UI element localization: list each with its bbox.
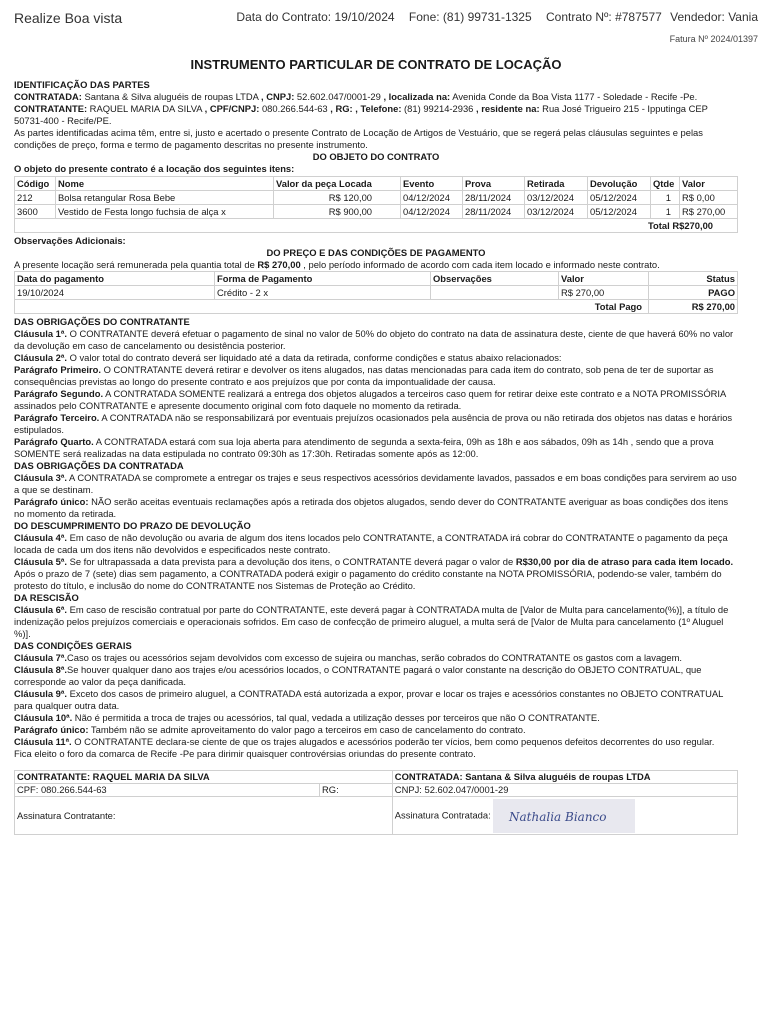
header-info xyxy=(225,11,758,23)
cell xyxy=(431,286,559,300)
items-table-header xyxy=(15,177,738,191)
clause-text: Após o prazo de 7 (sete) dias sem pagamento, a CONTRATADA poderá exigir o pagamento do crédito constante na NOTA PROMISSÓRIA, podendo-se valer, também do protesto do título, e inclusão do nome do CONTRATANTE nos Sistemas de Proteção ao Crédito. xyxy=(14,568,722,591)
section-heading-object: DO OBJETO DO CONTRATO xyxy=(312,151,440,162)
value: 080.266.544-63 xyxy=(259,103,331,114)
paragraph-unico-1 xyxy=(14,496,738,520)
contract-date: Data do Contrato: 19/10/2024 xyxy=(236,10,395,24)
clause-text: Não é permitida a troca de trajes ou acessórios, tal qual, vedada a utilização desses por terceiros que não O CONTRATANTE. xyxy=(72,712,600,723)
signature-image xyxy=(493,799,635,833)
clause-text: Se for ultrapassada a data prevista para a devolução dos itens, o CONTRATANTE deverá pagar o valor de xyxy=(66,556,516,567)
column-header: Valor xyxy=(559,272,649,286)
clause-label: Cláusula 8ª. xyxy=(14,664,67,675)
clause-text: A CONTRATADA não se responsabilizará por eventuais prejuízos ocasionados pela ausência de prova ou não retirada dos objetos nas datas e horários estipulados. xyxy=(14,412,733,435)
text: A presente locação será remunerada pela quantia total de xyxy=(14,259,258,270)
text: , pelo período informado de acordo com cada item locado e informado neste contrato. xyxy=(300,259,660,270)
column-header: Status xyxy=(649,272,738,286)
amount: R$ 270,00 xyxy=(257,259,301,270)
value: Avenida Conde da Boa Vista 1177 - Soledade - Recife -Pe. xyxy=(450,91,698,102)
total-paid-label: Total Pago xyxy=(559,300,649,314)
cell: Vestido de Festa longo fuchsia de alça x xyxy=(56,205,274,219)
column-header: Valor xyxy=(680,177,738,191)
section-heading: DA RESCISÃO xyxy=(14,592,79,603)
cell: 05/12/2024 xyxy=(588,205,651,219)
clause-text: A CONTRATADA SOMENTE realizará a entrega dos objetos alugados a terceiros caso quem for retirar deixe este contrato e a NOTA PROMISSÓRIA assinados pelo CONTRATANTE e apresente documento original com foto daquele no momento da retirada. xyxy=(14,388,726,411)
brand-name: Realize Boa vista xyxy=(14,10,123,26)
clause-label: Cláusula 4ª. xyxy=(14,532,67,543)
contract-document xyxy=(14,57,738,835)
cell: Crédito - 2 x xyxy=(215,286,431,300)
clause-label: Cláusula 10ª. xyxy=(14,712,73,723)
column-header: Data do pagamento xyxy=(15,272,215,286)
value: Rua José Trigueiro 215 - Ipputinga CEP 50731-400 - Recife/PE. xyxy=(14,103,708,126)
cell: 1 xyxy=(651,205,680,219)
contratante-rg: RG: xyxy=(320,784,393,797)
signature-header-row xyxy=(15,771,738,784)
cell: 3600 xyxy=(15,205,56,219)
value: RAQUEL MARIA DA SILVA xyxy=(87,103,205,114)
clause-6 xyxy=(14,604,738,640)
cell: 04/12/2024 xyxy=(401,191,463,205)
cell: 05/12/2024 xyxy=(588,191,651,205)
cell: 1 xyxy=(651,191,680,205)
contratante-title: CONTRATANTE: RAQUEL MARIA DA SILVA xyxy=(15,771,393,784)
total-row xyxy=(15,300,738,314)
contratada-signature-cell xyxy=(392,797,737,835)
clause-label: Cláusula 11ª. xyxy=(14,736,72,747)
clause-text: NÃO serão aceitas eventuais reclamações após a retirada dos objetos alugados, sendo dever do CONTRATANTE averiguar as boas condições dos itens no momento da retirada. xyxy=(14,496,729,519)
clause-text: Exceto dos casos de primeiro aluguel, a CONTRATADA está autorizada a expor, provar e locar os trajes e acessórios constantes no OBJETO CONTRATUAL para qualquer outra data. xyxy=(14,688,723,711)
items-total: Total R$270,00 xyxy=(15,219,738,233)
cell: R$ 120,00 xyxy=(274,191,401,205)
clause-5 xyxy=(14,556,738,592)
section-heading: DAS CONDIÇÕES GERAIS xyxy=(14,640,132,651)
clause-9 xyxy=(14,688,738,712)
clause-text: O CONTRATANTE deverá efetuar o pagamento de sinal no valor de 50% do objeto do contrato na data de assinatura deste, ciente de que haverá 60% no valor da devolução em caso de cancelamento ou desistência posterior. xyxy=(14,328,734,351)
clause-text: O CONTRATANTE declara-se ciente de que os trajes alugados e acessórios poderão ter vícios, bem como pequenos defeitos decorrentes do uso regular. xyxy=(71,736,715,747)
paragraph-2 xyxy=(14,388,738,412)
column-header: Retirada xyxy=(525,177,588,191)
table-row xyxy=(15,191,738,205)
clause-label: Cláusula 5ª. xyxy=(14,556,67,567)
clause-2 xyxy=(14,352,738,364)
column-header: Prova xyxy=(463,177,525,191)
table-row xyxy=(15,286,738,300)
column-header: Nome xyxy=(56,177,274,191)
value: Santana & Silva aluguéis de roupas LTDA xyxy=(81,91,261,102)
cell: 03/12/2024 xyxy=(525,205,588,219)
clause-text: Se houver qualquer dano aos trajes e/ou acessórios locados, o CONTRATANTE pagará o valor constante na descrição do OBJETO CONTRATUAL, que corresponde ao valor da peça danificada. xyxy=(14,664,702,687)
clause-label: Cláusula 9ª. xyxy=(14,688,67,699)
table-row xyxy=(15,205,738,219)
contratada-title: CONTRATADA: Santana & Silva aluguéis de roupas LTDA xyxy=(392,771,737,784)
column-header: Código xyxy=(15,177,56,191)
cell: R$ 0,00 xyxy=(680,191,738,205)
contratada-line xyxy=(14,91,738,103)
clause-text: Também não se admite aproveitamento do valor pago a terceiros em caso de cancelamento do contrato. xyxy=(88,724,526,735)
contratada-signature-label: Assinatura Contratada: xyxy=(394,808,491,820)
clause-text: Caso os trajes ou acessórios sejam devolvidos com excesso de sujeira ou manchas, serão cobrados do CONTRATANTE os gastos com a lavagem. xyxy=(66,652,682,663)
cell: 19/10/2024 xyxy=(15,286,215,300)
signature-id-row xyxy=(15,784,738,797)
clause-text: O valor total do contrato deverá ser liquidado até a data da retirada, conforme condições e status abaixo relacionados: xyxy=(66,352,562,363)
clause-label: Cláusula 1ª. xyxy=(14,328,67,339)
clause-label: Cláusula 6ª. xyxy=(14,604,67,615)
signature-text: Nathalia Bianco xyxy=(509,809,607,824)
payments-table xyxy=(14,271,738,314)
label: , localizada na: xyxy=(383,91,451,102)
cell: R$ 270,00 xyxy=(559,286,649,300)
top-bar xyxy=(14,8,758,32)
label: CONTRATADA: xyxy=(14,91,82,102)
contratante-line xyxy=(14,103,738,127)
column-header: Evento xyxy=(401,177,463,191)
clause-label: Parágrafo único: xyxy=(14,724,89,735)
label: , CPF/CNPJ: xyxy=(204,103,260,114)
object-intro: O objeto do presente contrato é a locação dos seguintes itens: xyxy=(14,163,295,174)
observations-label: Observações Adicionais: xyxy=(14,235,126,246)
clause-label: Cláusula 2ª. xyxy=(14,352,67,363)
paragraph-3 xyxy=(14,412,738,436)
status-badge: PAGO xyxy=(649,286,738,300)
total-paid-value: R$ 270,00 xyxy=(649,300,738,314)
clause-4 xyxy=(14,532,738,556)
label: , RG: , Telefone: xyxy=(330,103,402,114)
clause-label: Cláusula 3ª. xyxy=(14,472,67,483)
column-header: Forma de Pagamento xyxy=(215,272,431,286)
signature-table xyxy=(14,770,738,835)
clause-label: Parágrafo Terceiro. xyxy=(14,412,100,423)
label: , CNPJ: xyxy=(260,91,295,102)
section-heading-parties: IDENTIFICAÇÃO DAS PARTES xyxy=(14,79,150,90)
cell: R$ 270,00 xyxy=(680,205,738,219)
clause-text: O CONTRATANTE deverá retirar e devolver os itens alugados, nas datas mencionadas para cada item do contrato, sob pena de ter de suportar as consequências previstas ao longo do presente contrato e aos prejuízos que por conta da impontualidade der causa. xyxy=(14,364,714,387)
value: (81) 99214-2936 xyxy=(401,103,476,114)
column-header: Valor da peça Locada xyxy=(274,177,401,191)
section-heading: DAS OBRIGAÇÕES DO CONTRATANTE xyxy=(14,316,190,327)
contract-number: Contrato Nº: #787577 xyxy=(546,10,662,24)
column-header: Devolução xyxy=(588,177,651,191)
cell: 212 xyxy=(15,191,56,205)
document-title: INSTRUMENTO PARTICULAR DE CONTRATO DE LOCAÇÃO xyxy=(190,57,562,72)
cell: 28/11/2024 xyxy=(463,191,525,205)
label: , residente na: xyxy=(476,103,540,114)
total-row xyxy=(15,219,738,233)
clause-7 xyxy=(14,652,738,664)
payments-table-header xyxy=(15,272,738,286)
clause-text: A CONTRATADA se compromete a entregar os trajes e seus respectivos acessórios devidamente lavados, passados e em boas condições para servirem ao uso a que se destinam. xyxy=(14,472,737,495)
contratada-cnpj: CNPJ: 52.602.047/0001-29 xyxy=(392,784,737,797)
clause-1 xyxy=(14,328,738,352)
clause-text: Em caso de rescisão contratual por parte do CONTRATANTE, este deverá pagar à CONTRATADA multa de [Valor de Multa para cancelamento(%)], a título de indenização pelos prejuízos comerciais e operacionais sofridos. Em caso de confecção de primeiro aluguel, a multa será de [Valor de Multa para cancelamento (1º Aluguel %)]. xyxy=(14,604,729,639)
items-table xyxy=(14,176,738,233)
clause-text: Em caso de não devolução ou avaria de algum dos itens locados pelo CONTRATANTE, a CONTRATADA irá cobrar do CONTRATANTE o pagamento da peça locada de cada um dos itens não devolvidos e especificados neste contrato. xyxy=(14,532,728,555)
cell: 03/12/2024 xyxy=(525,191,588,205)
clause-8 xyxy=(14,664,738,688)
value: 52.602.047/0001-29 xyxy=(294,91,384,102)
jurisdiction-text: Fica eleito o foro da comarca de Recife -Pe para dirimir quaisquer controvérsias oriundas do presente contrato. xyxy=(14,748,476,759)
contratante-cpf: CPF: 080.266.544-63 xyxy=(15,784,320,797)
clause-label: Parágrafo único: xyxy=(14,496,89,507)
intro-text: As partes identificadas acima têm, entre si, justo e acertado o presente Contrato de Locação de Artigos de Vestuário, que se regerá pelas cláusulas seguintes e pelas condições de preço, forma e termo de pagamento descritas no presente instrumento. xyxy=(14,127,703,150)
column-header: Qtde xyxy=(651,177,680,191)
paragraph-1 xyxy=(14,364,738,388)
phone: Fone: (81) 99731-1325 xyxy=(408,10,532,24)
section-heading-price: DO PREÇO E DAS CONDIÇÕES DE PAGAMENTO xyxy=(266,247,486,258)
section-heading: DO DESCUMPRIMENTO DO PRAZO DE DEVOLUÇÃO xyxy=(14,520,251,531)
section-heading: DAS OBRIGAÇÕES DA CONTRATADA xyxy=(14,460,184,471)
cell: 28/11/2024 xyxy=(463,205,525,219)
clauses xyxy=(14,316,738,760)
contratante-signature-label: Assinatura Contratante: xyxy=(15,797,393,835)
paragraph-unico-2 xyxy=(14,724,738,736)
price-text xyxy=(14,259,738,271)
clause-label: Parágrafo Primeiro. xyxy=(14,364,102,375)
cell: R$ 900,00 xyxy=(274,205,401,219)
clause-label: Parágrafo Segundo. xyxy=(14,388,104,399)
clause-11 xyxy=(14,736,738,748)
invoice-number: Fatura Nº 2024/01397 xyxy=(669,34,758,44)
seller: Vendedor: Vania xyxy=(670,10,758,24)
cell: 04/12/2024 xyxy=(401,205,463,219)
clause-label: Parágrafo Quarto. xyxy=(14,436,94,447)
paragraph-4 xyxy=(14,436,738,460)
label: CONTRATANTE: xyxy=(14,103,88,114)
signature-row xyxy=(15,797,738,835)
clause-text: A CONTRATADA estará com sua loja aberta para atendimento de segunda a sexta-feira, 09h as 18h e aos sábados, 09h as 14h , sendo que a prova SOMENTE será realizadas na data estipulada no contrato 09:30h as 17:30h. Retiradas somente após as 12:00. xyxy=(14,436,714,459)
clause-3 xyxy=(14,472,738,496)
clause-emphasis: R$30,00 por dia de atraso para cada item locado. xyxy=(515,556,734,567)
clause-label: Cláusula 7ª. xyxy=(14,652,67,663)
clause-10 xyxy=(14,712,738,724)
cell: Bolsa retangular Rosa Bebe xyxy=(56,191,274,205)
column-header: Observações xyxy=(431,272,559,286)
